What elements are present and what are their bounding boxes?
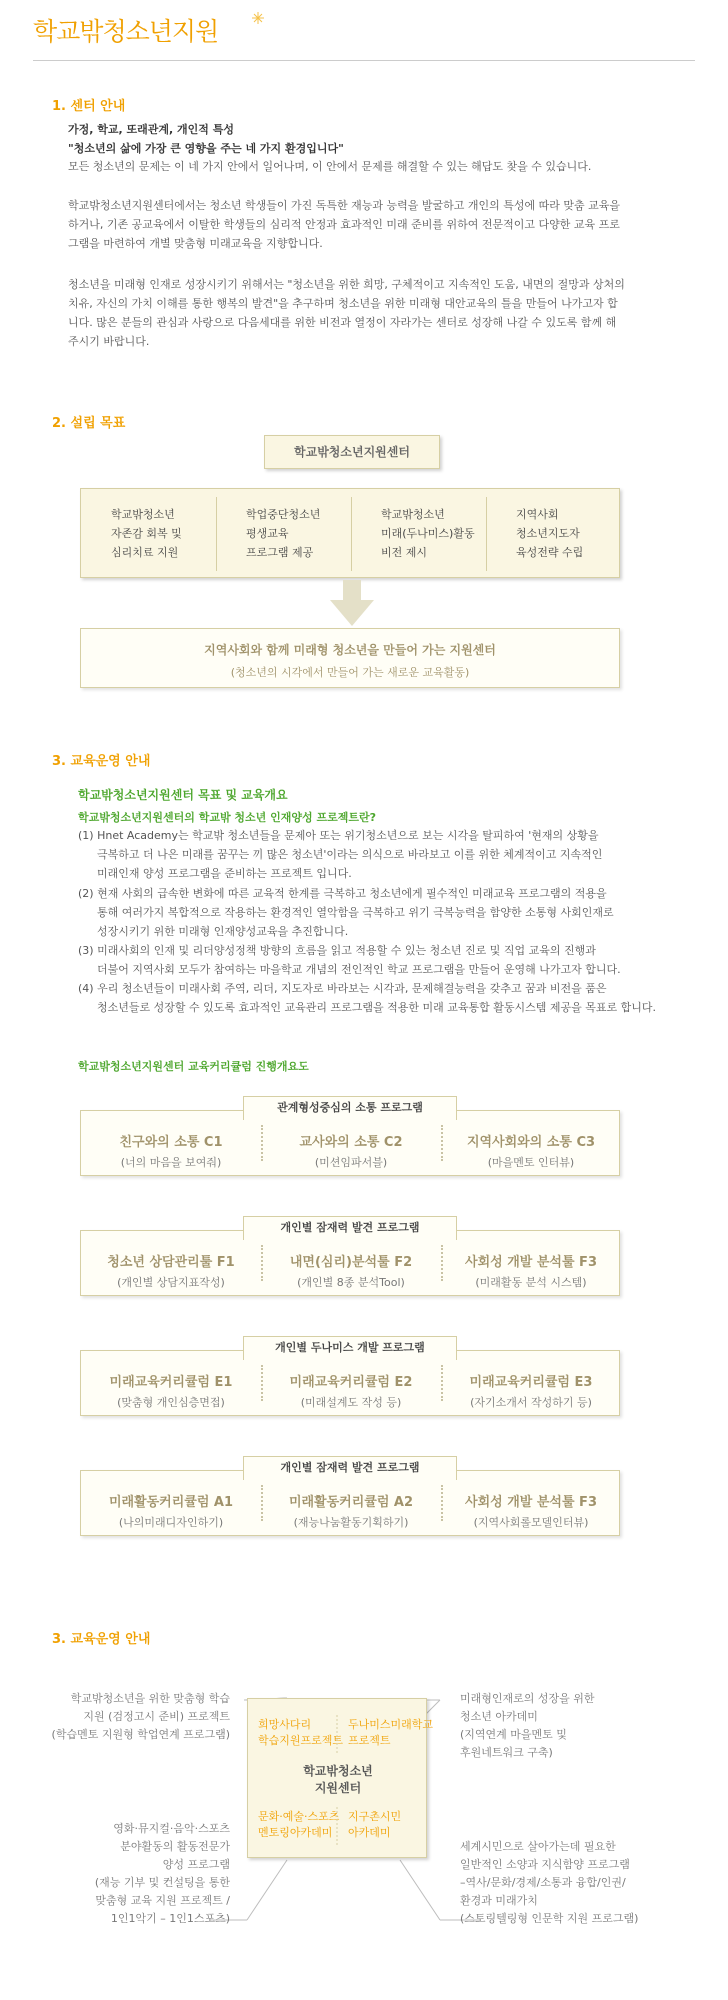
intro-paragraph-2: 학교밖청소년지원센터에서는 청소년 학생들이 가진 독특한 재능과 능력을 발굴하고 개인의 특성에 따라 맞춤 교육을 하거나, 기존 공교육에서 이탈한 학생들의 심리적 안정과 효과적인 미래 준비를 위하여 전문적이고 다양한 교육 프로그램을 마련하여 개별 맞춤형 미래교육을 지향합니다. [68,199,621,250]
radial-text-top-left: 학교밖청소년을 위한 맞춤형 학습 지원 (검정고시 준비) 프로젝트 (학습멘토 지원형 학업연계 프로그램) [51,1692,230,1741]
section1-heading: 1. 센터 안내 [52,99,126,114]
radial-text-bottom-right: 세계시민으로 살아가는데 필요한 일반적인 소양과 지식함양 프로그램 –역사/문화/경제/소통과 융합/인권/ 환경과 미래가치 (스토링텔링형 인문학 지원 프로그램) [460,1840,639,1925]
section4-heading: 3. 교육운영 안내 [52,1632,151,1647]
page-title: 학교밖청소년지원 [33,17,219,46]
vision-box [80,628,620,688]
program-item: 미래교육커리큘럼 E1 (맞춤형 개인심층면접) [109,1375,233,1409]
center-hub [247,1698,434,1858]
hub-divider [336,1715,338,1753]
intro-paragraph-3: 청소년을 미래형 인재로 성장시키기 위해서는 "청소년을 위한 희망, 구체적이고 지속적인 도움, 내면의 절망과 상처의 치유, 자신의 가치 이해를 통한 행복의 발견"을 추구하며 청소년을 위한 미래형 대안교육의 틀을 만들어 나가고자 합니다. 많은 분들의 관심과 사랑으로 다음세대를 위한 비전과 열정이 자라가는 센터로 성장해 나갈 수 있도록 함께 해 주시기 바랍니다. [68,278,625,348]
intro-bold-line2: "청소년의 삶에 가장 큰 영향을 주는 네 가지 환경입니다" [68,142,344,155]
vision-line2: (청소년의 시각에서 만들어 가는 새로운 교육활동) [230,666,470,679]
hub-cell: 문화·예술·스포츠 멘토링아카데미 [258,1810,340,1839]
title-divider [33,60,695,61]
project-question: 학교밖청소년지원센터의 학교밖 청소년 인재양성 프로젝트란? [78,811,376,824]
program-item: 미래교육커리큘럼 E2 (미래설계도 작성 등) [289,1375,413,1409]
goal-item: 지역사회 청소년지도자 육성전략 수립 [516,508,584,559]
curriculum-heading: 학교밖청소년지원센터 교육커리큘럼 진행개요도 [78,1060,309,1073]
section2-heading: 2. 설립 목표 [52,416,126,431]
program-item: 미래활동커리큘럼 A2 (재능나눔활동기획하기) [288,1495,414,1529]
program-item: 사회성 개발 분석툴 F3 (지역사회롤모델인터뷰) [465,1495,597,1529]
goal-item: 학교밖청소년 미래(두나미스)활동 비전 제시 [381,508,475,559]
hub-title: 학교밖청소년 지원센터 [303,1764,373,1795]
program-item: 지역사회와의 소통 C3 (마을멘토 인터뷰) [466,1135,596,1169]
program-tab: 개인별 잠재력 발견 프로그램 [243,1216,457,1240]
program-item: 미래교육커리큘럼 E3 (자기소개서 작성하기 등) [469,1375,593,1409]
numbered-item: (4) 우리 청소년들이 미래사회 주역, 리더, 지도자로 바라보는 시각과, 문제해결능력을 갖추고 꿈과 비전을 품은 청소년들로 성장할 수 있도록 효과적인 교육관리 프로그램을 적용한 미래 교육통합 활동시스템 제공을 목표로 합니다. [78,982,656,1014]
program-item: 내면(심리)분석툴 F2 (개인별 8종 분석Tool) [289,1255,413,1289]
vision-line1: 지역사회와 함께 미래형 청소년을 만들어 가는 지원센터 [204,643,496,657]
numbered-item: (1) Hnet Academy는 학교밖 청소년들을 문제아 또는 위기청소년으로 보는 시각을 탈피하여 '현재의 상황을 극복하고 더 나은 미래를 꿈꾸는 끼 많은 청소년'이라는 의식으로 바라보고 이를 위한 체계적이고 지속적인 미래인재 양성 프로그램을 준비하는 프로젝트 입니다. [78,829,603,880]
program-tab: 개인별 잠재력 발견 프로그램 [243,1456,457,1480]
program-item: 친구와의 소통 C1 (너의 마음을 보여줘) [119,1135,223,1169]
program-item: 교사와의 소통 C2 (미션임파서블) [299,1135,403,1169]
numbered-item: (2) 현재 사회의 급속한 변화에 따른 교육적 한계를 극복하고 청소년에게 필수적인 미래교육 프로그램의 적용을 통해 여러가지 복합적으로 작용하는 환경적인 열악함을 극복하고 위기 극복능력을 함양한 소통형 사회인재로 성장시키기 위한 미래형 인재양성교육을 추진합니다. [78,887,614,938]
program-item: 사회성 개발 분석툴 F3 (미래활동 분석 시스템) [465,1255,597,1289]
hub-cell: 지구촌시민 아카데미 [348,1810,402,1839]
radial-text-top-right: 미래형인재로의 성장을 위한 청소년 아카데미 (지역연계 마을멘토 및 후원네트워크 구축) [460,1692,595,1759]
intro-paragraph-1: 모든 청소년의 문제는 이 네 가지 안에서 일어나며, 이 안에서 문제를 해결할 수 있는 해답도 찾을 수 있습니다. [68,160,592,173]
numbered-item: (3) 미래사회의 인재 및 리더양성정책 방향의 흐름을 읽고 적용할 수 있는 청소년 진로 및 직업 교육의 진행과 더불어 지역사회 모두가 참여하는 마을학교 개념의 전인적인 학교 프로그램을 만들어 운영해 나가고자 합니다. [78,944,621,976]
center-label-box: 학교밖청소년지원센터 [264,435,440,469]
goal-item: 학업중단청소년 평생교육 프로그램 제공 [246,508,321,559]
hub-cell: 희망사다리 학습지원프로젝트 [258,1718,344,1747]
section3-subheading: 학교밖청소년지원센터 목표 및 교육개요 [78,788,288,802]
section3-heading: 3. 교육운영 안내 [52,754,151,769]
hub-cell: 두나미스미래학교 프로젝트 [348,1718,434,1747]
program-tab: 관계형성중심의 소통 프로그램 [243,1096,457,1120]
goals-box [80,488,620,578]
goal-item: 학교밖청소년 자존감 회복 및 심리치료 지원 [111,508,182,559]
program-item: 청소년 상담관리툴 F1 (개인별 상담지표작성) [107,1255,235,1289]
intro-bold-line1: 가정, 학교, 또래관계, 개인적 특성 [68,123,234,136]
sparkle-icon [252,12,264,24]
down-arrow-icon [330,580,374,628]
program-tab: 개인별 두나미스 개발 프로그램 [243,1336,457,1360]
radial-text-bottom-left: 영화·뮤지컬·음악·스포츠 분야활동의 활동전문가 양성 프로그램 (재능 기부 및 컨설팅을 통한 맞춤형 교육 지원 프로젝트 / 1인1악기 – 1인1스포츠) [94,1822,230,1925]
program-item: 미래활동커리큘럼 A1 (나의미래디자인하기) [108,1495,234,1529]
hub-divider [336,1807,338,1845]
